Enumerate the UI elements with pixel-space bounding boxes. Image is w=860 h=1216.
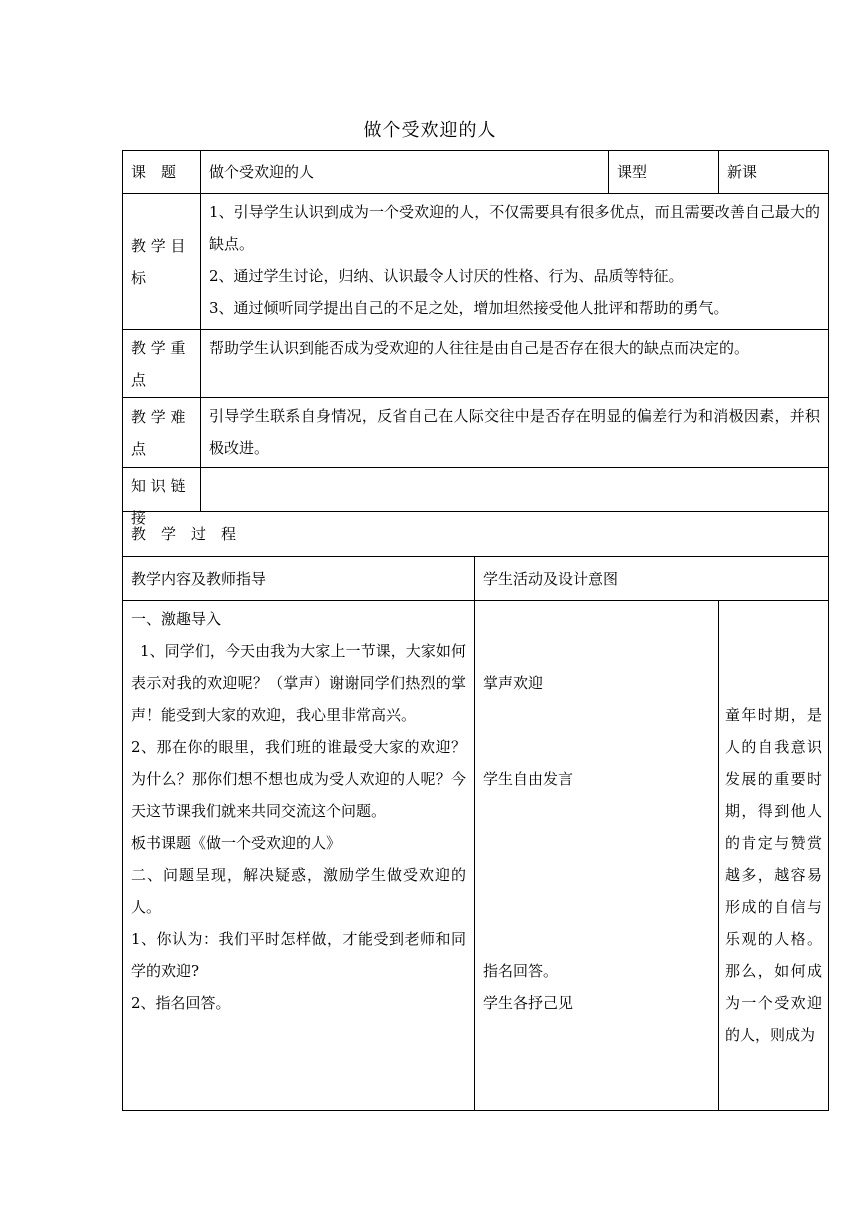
objective-2: 2、通过学生讨论，归纳、认识最令人讨厌的性格、行为、品质等特征。: [209, 267, 684, 285]
teacher-content: [123, 601, 475, 1111]
page-title: 做个受欢迎的人: [363, 120, 497, 141]
objectives-content: [201, 194, 829, 330]
teacher-line-3: 2、那在你的眼里，我们班的谁最受大家的欢迎？为什么？那你们想不想也成为受人欢迎的人呢？今天这节课我们就来共同交流这个问题。: [131, 738, 466, 820]
process-header-row: [123, 512, 829, 557]
key-points-row: [123, 330, 829, 398]
teacher-line-1: 一、激趣导入: [131, 610, 222, 628]
topic-label: 课 题: [123, 151, 201, 194]
process-content-row: [123, 601, 829, 1111]
knowledge-link-label: [123, 468, 201, 527]
student-activity-4: 学生各抒己见: [483, 994, 574, 1012]
student-activity-3: 指名回答。: [483, 962, 559, 980]
teacher-column-header: 教学内容及教师指导: [123, 557, 475, 601]
objective-3: 3、通过倾听同学提出自己的不足之处，增加坦然接受他人批评和帮助的勇气。: [209, 299, 729, 317]
knowledge-link-content: [201, 468, 829, 512]
student-column-header: 学生活动及设计意图: [475, 557, 829, 601]
teacher-line-6: 1、你认为：我们平时怎样做，才能受到老师和同学的欢迎?: [131, 930, 466, 980]
process-header: 教 学 过 程: [123, 512, 829, 557]
topic-value: 做个受欢迎的人: [201, 151, 609, 194]
objectives-row: [123, 194, 829, 330]
key-points-label: 教 学 重 点: [123, 330, 201, 398]
student-activity-1: 掌声欢迎: [483, 674, 544, 692]
knowledge-link-row: [123, 468, 829, 512]
design-intent-text: 童年时期，是人的自我意识发展的重要时期，得到他人的肯定与赞赏越多，越容易形成的自信与乐观的人格。那么，如何成为一个受欢迎的人，则成为: [725, 706, 823, 1044]
topic-row: [123, 151, 829, 194]
type-label: 课型: [609, 151, 719, 194]
columns-header-row: [123, 557, 829, 601]
teacher-line-4: 板书课题《做一个受欢迎的人》: [131, 834, 342, 852]
teacher-line-2: 1、同学们，今天由我为大家上一节课，大家如何表示对我的欢迎呢？（掌声）谢谢同学们热烈的掌声！能受到大家的欢迎，我心里非常高兴。: [131, 642, 466, 724]
teacher-line-5: 二、问题呈现，解决疑惑，激励学生做受欢迎的人。: [131, 866, 466, 916]
design-intent: [719, 601, 829, 1111]
type-value: 新课: [719, 151, 829, 194]
lesson-plan-table: [122, 150, 829, 1111]
difficulties-content: 引导学生联系自身情况，反省自己在人际交往中是否存在明显的偏差行为和消极因素，并积极改进。: [201, 398, 829, 468]
knowledge-link-label-text: 知 识 链 接: [131, 477, 186, 527]
student-activities: [475, 601, 719, 1111]
objective-1: 1、引导学生认识到成为一个受欢迎的人，不仅需要具有很多优点，而且需要改善自己最大的缺点。: [209, 203, 821, 253]
objectives-label: 教 学 目 标: [123, 194, 201, 330]
teacher-line-7: 2、指名回答。: [131, 994, 231, 1012]
difficulties-label: 教 学 难 点: [123, 398, 201, 468]
student-activity-2: 学生自由发言: [483, 770, 574, 788]
key-points-content: 帮助学生认识到能否成为受欢迎的人往往是由自己是否存在很大的缺点而决定的。: [201, 330, 829, 398]
difficulties-row: [123, 398, 829, 468]
